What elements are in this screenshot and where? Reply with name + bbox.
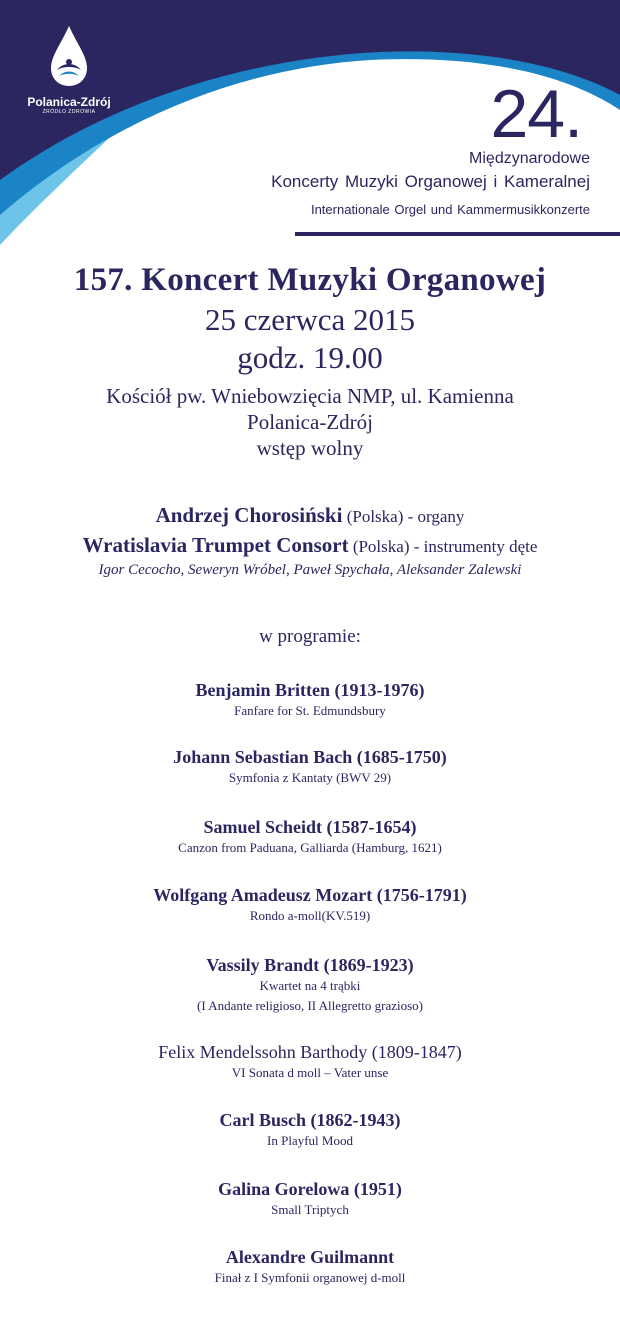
work: Finał z I Symfonii organowej d-moll bbox=[214, 1270, 406, 1285]
concert-venue: Kościół pw. Wniebowzięcia NMP, ul. Kamienna bbox=[106, 384, 514, 408]
edition-number: 24. bbox=[490, 76, 582, 152]
composer: Carl Busch (1862-1943) bbox=[219, 1110, 401, 1130]
logo bbox=[24, 24, 114, 115]
program-item bbox=[0, 954, 620, 1016]
composer: Samuel Scheidt (1587-1654) bbox=[203, 817, 417, 837]
ensemble-members: Igor Cecocho, Seweryn Wróbel, Paweł Spychała, Aleksander Zalewski bbox=[98, 562, 522, 578]
composer: Benjamin Britten (1913-1976) bbox=[195, 680, 425, 700]
logo-tagline: ŹRÓDŁO ZDROWIA bbox=[42, 109, 96, 115]
composer: Wolfgang Amadeusz Mozart (1756-1791) bbox=[153, 885, 467, 905]
water-drop-icon bbox=[49, 24, 89, 88]
work: Kwartet na 4 trąbki bbox=[259, 978, 361, 993]
performer-2 bbox=[0, 533, 620, 558]
work: VI Sonata d moll – Vater unse bbox=[231, 1065, 389, 1080]
composer: Vassily Brandt (1869-1923) bbox=[206, 955, 414, 975]
performer-detail: (Polska) - organy bbox=[342, 507, 465, 526]
composer: Johann Sebastian Bach (1685-1750) bbox=[173, 747, 447, 767]
performer-name: Andrzej Chorosiński bbox=[155, 503, 343, 527]
concert-date: 25 czerwca 2015 bbox=[204, 302, 415, 337]
concert-title: 157. Koncert Muzyki Organowej bbox=[73, 262, 547, 298]
performer-name: Wratislavia Trumpet Consort bbox=[82, 533, 349, 557]
work: Rondo a-moll(KV.519) bbox=[249, 908, 371, 923]
concert-city: Polanica-Zdrój bbox=[247, 410, 373, 434]
program-item bbox=[0, 1109, 620, 1151]
composer: Galina Gorelowa (1951) bbox=[218, 1179, 402, 1199]
work: Symfonia z Kantaty (BWV 29) bbox=[228, 770, 392, 785]
program-item bbox=[0, 884, 620, 926]
concert-time: godz. 19.00 bbox=[237, 340, 383, 375]
festival-line-3: Internationale Orgel und Kammermusikkonzerte bbox=[310, 202, 590, 217]
program-item bbox=[0, 746, 620, 788]
performer-1 bbox=[0, 503, 620, 528]
work: In Playful Mood bbox=[267, 1133, 353, 1148]
program-heading: w programie: bbox=[259, 626, 361, 647]
program-item bbox=[0, 679, 620, 721]
composer: Alexandre Guilmannt bbox=[225, 1247, 395, 1267]
program-item bbox=[0, 1041, 620, 1083]
performer-detail: (Polska) - instrumenty dęte bbox=[348, 537, 538, 556]
program-item bbox=[0, 816, 620, 858]
logo-name: Polanica-Zdrój bbox=[27, 95, 111, 109]
concert-entry: wstęp wolny bbox=[256, 436, 364, 460]
work: Canzon from Paduana, Galliarda (Hamburg, 1621) bbox=[178, 840, 442, 855]
festival-line-2: Koncerty Muzyki Organowej i Kameralnej bbox=[271, 172, 590, 191]
program-item bbox=[0, 1178, 620, 1220]
header-divider bbox=[295, 232, 620, 236]
work: Small Triptych bbox=[271, 1202, 349, 1217]
work: (I Andante religioso, II Allegretto grazioso) bbox=[197, 998, 423, 1013]
composer: Felix Mendelssohn Barthody (1809-1847) bbox=[158, 1042, 462, 1062]
work: Fanfare for St. Edmundsbury bbox=[234, 703, 386, 718]
festival-line-1: Międzynarodowe bbox=[469, 150, 590, 167]
program-item bbox=[0, 1246, 620, 1288]
